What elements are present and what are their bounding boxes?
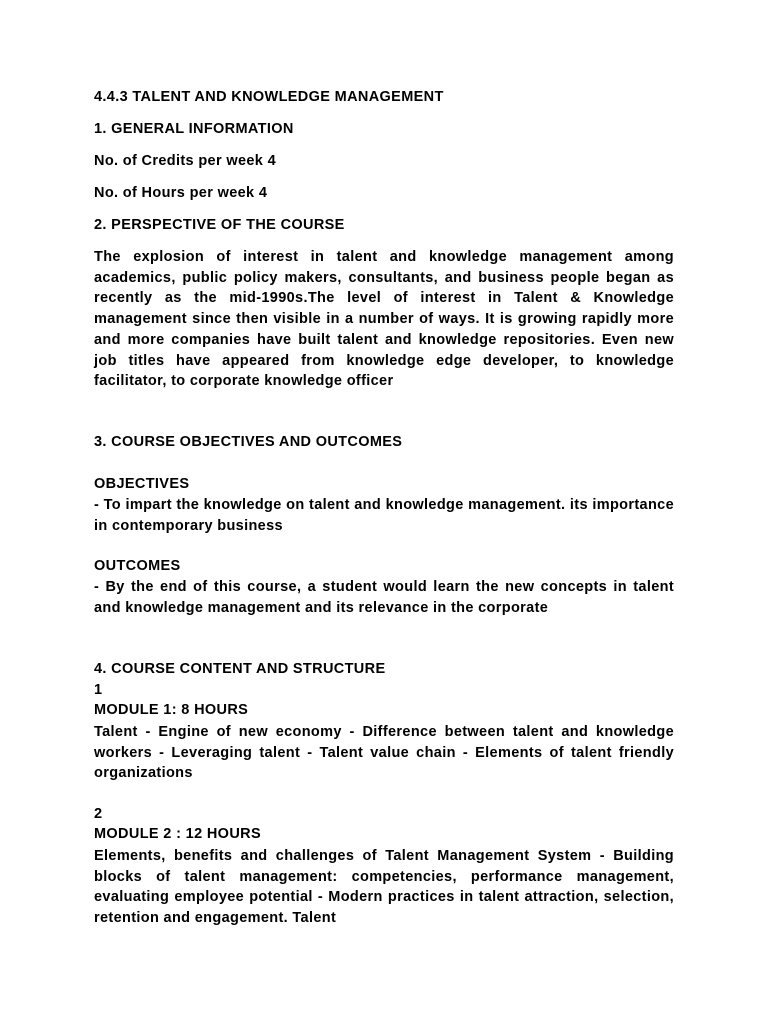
general-information-heading: 1. GENERAL INFORMATION <box>94 121 294 137</box>
outcomes-paragraph: - By the end of this course, a student would learn the new concepts in talent and knowledge management and its relevance in the corporate <box>94 579 674 616</box>
module-description: Elements, benefits and challenges of Talent Management System - Building blocks of talent management: competencies, performance management, evaluating employee potential - Modern practices in talent attraction, selection, retention and engagement. Talent <box>94 848 674 927</box>
objectives-outcomes-heading: 3. COURSE OBJECTIVES AND OUTCOMES <box>94 434 403 450</box>
module-number: 2 <box>94 806 103 822</box>
perspective-heading: 2. PERSPECTIVE OF THE COURSE <box>94 217 345 233</box>
objectives-paragraph: - To impart the knowledge on talent and knowledge management. its importance in contemporary business <box>94 497 674 534</box>
module-title: MODULE 2 : 12 HOURS <box>94 826 261 842</box>
hours-per-week: No. of Hours per week 4 <box>94 185 268 201</box>
module-description: Talent - Engine of new economy - Difference between talent and knowledge workers - Leveraging talent - Talent value chain - Elements of talent friendly organizations <box>94 724 674 782</box>
credits-per-week: No. of Credits per week 4 <box>94 153 276 169</box>
module-number: 1 <box>94 682 103 698</box>
module-title: MODULE 1: 8 HOURS <box>94 702 249 718</box>
section-title: 4.4.3 TALENT AND KNOWLEDGE MANAGEMENT <box>94 89 444 105</box>
outcomes-heading: OUTCOMES <box>94 558 181 574</box>
objectives-heading: OBJECTIVES <box>94 476 190 492</box>
perspective-paragraph: The explosion of interest in talent and knowledge management among academics, public policy makers, consultants, and business people began as recently as the mid-1990s.The level of interest in Talent & Knowledge management since then visible in a number of ways. It is growing rapidly more and more companies have built talent and knowledge repositories. Even new job titles have appeared from knowledge edge developer, to knowledge facilitator, to corporate knowledge officer <box>94 249 674 390</box>
course-content-heading: 4. COURSE CONTENT AND STRUCTURE <box>94 661 386 677</box>
